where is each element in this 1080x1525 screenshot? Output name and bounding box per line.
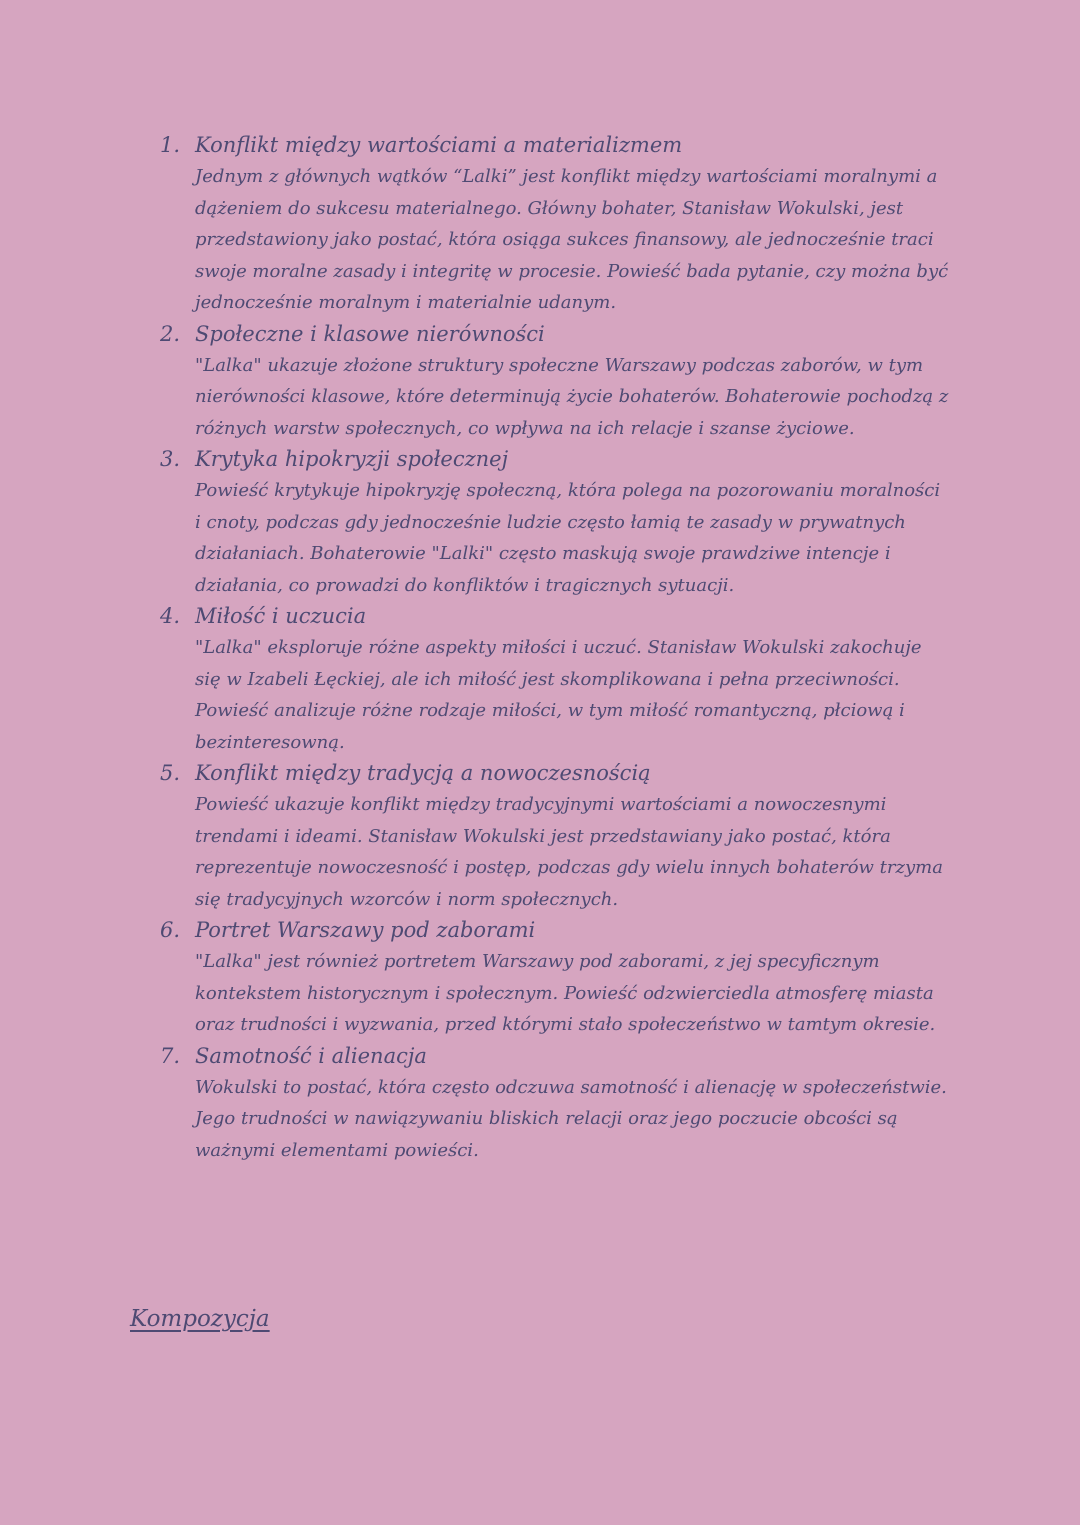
list-item: [160, 319, 960, 445]
item-heading: Krytyka hipokryzji społecznej: [195, 447, 509, 471]
item-description: "Lalka" ukazuje złożone struktury społeczne Warszawy podczas zaborów, w tym nierówności klasowe, które determinują życie bohaterów. Bohaterowie pochodzą z różnych warstw społecznych, co wpływa na ich relacje i szanse życiowe.: [195, 354, 949, 439]
list-item: [160, 915, 960, 1041]
list-item: [160, 601, 960, 758]
item-description: Powieść krytykuje hipokryzję społeczną, która polega na pozorowaniu moralności i cnoty, podczas gdy jednocześnie ludzie często łamią te zasady w prywatnych działaniach. Bohaterowie "Lalki" często maskują swoje prawdziwe intencje i działania, co prowadzi do konfliktów i tragicznych sytuacji.: [195, 480, 941, 596]
item-heading: Społeczne i klasowe nierówności: [195, 321, 545, 346]
item-description: Wokulski to postać, która często odczuwa samotność i alienację w społeczeństwie. Jego trudności w nawiązywaniu bliskich relacji oraz jego poczucie obcości są ważnymi elementami powieści.: [195, 1076, 947, 1161]
item-heading: Konflikt między tradycją a nowoczesnością: [195, 761, 651, 785]
list-item: [160, 1041, 960, 1167]
item-number: 4.: [160, 604, 181, 628]
item-number: 1.: [160, 133, 181, 157]
themes-list: [160, 130, 960, 1166]
section-heading-kompozycja: Kompozycja: [130, 1306, 270, 1332]
list-item: [160, 130, 960, 319]
item-heading: Konflikt między wartościami a materializmem: [195, 133, 683, 157]
item-number: 2.: [160, 321, 181, 346]
item-heading: Miłość i uczucia: [195, 604, 367, 628]
item-heading: Samotność i alienacja: [195, 1043, 427, 1068]
list-item: [160, 758, 960, 915]
item-number: 6.: [160, 918, 181, 942]
item-description: Powieść ukazuje konflikt między tradycyjnymi wartościami a nowoczesnymi trendami i ideami. Stanisław Wokulski jest przedstawiany jako postać, która reprezentuje nowoczesność i postęp, podczas gdy wielu innych bohaterów trzyma się tradycyjnych wzorców i norm społecznych.: [195, 794, 943, 910]
item-number: 5.: [160, 761, 181, 785]
item-description: Jednym z głównych wątków “Lalki” jest konflikt między wartościami moralnymi a dążeniem do sukcesu materialnego. Główny bohater, Stanisław Wokulski, jest przedstawiony jako postać, która osiąga sukces finansowy, ale jednocześnie traci swoje moralne zasady i integritę w procesie. Powieść bada pytanie, czy można być jednocześnie moralnym i materialnie udanym.: [195, 166, 949, 313]
item-number: 7.: [160, 1043, 181, 1068]
item-description: "Lalka" jest również portretem Warszawy pod zaborami, z jej specyficznym kontekstem historycznym i społecznym. Powieść odzwierciedla atmosferę miasta oraz trudności i wyzwania, przed którymi stało społeczeństwo w tamtym okresie.: [195, 951, 936, 1035]
list-item: [160, 444, 960, 601]
item-description: "Lalka" eksploruje różne aspekty miłości i uczuć. Stanisław Wokulski zakochuje się w Izabeli Łęckiej, ale ich miłość jest skomplikowana i pełna przeciwności. Powieść analizuje różne rodzaje miłości, w tym miłość romantyczną, płciową i bezinteresowną.: [195, 637, 922, 753]
item-heading: Portret Warszawy pod zaborami: [195, 918, 536, 942]
item-number: 3.: [160, 447, 181, 471]
